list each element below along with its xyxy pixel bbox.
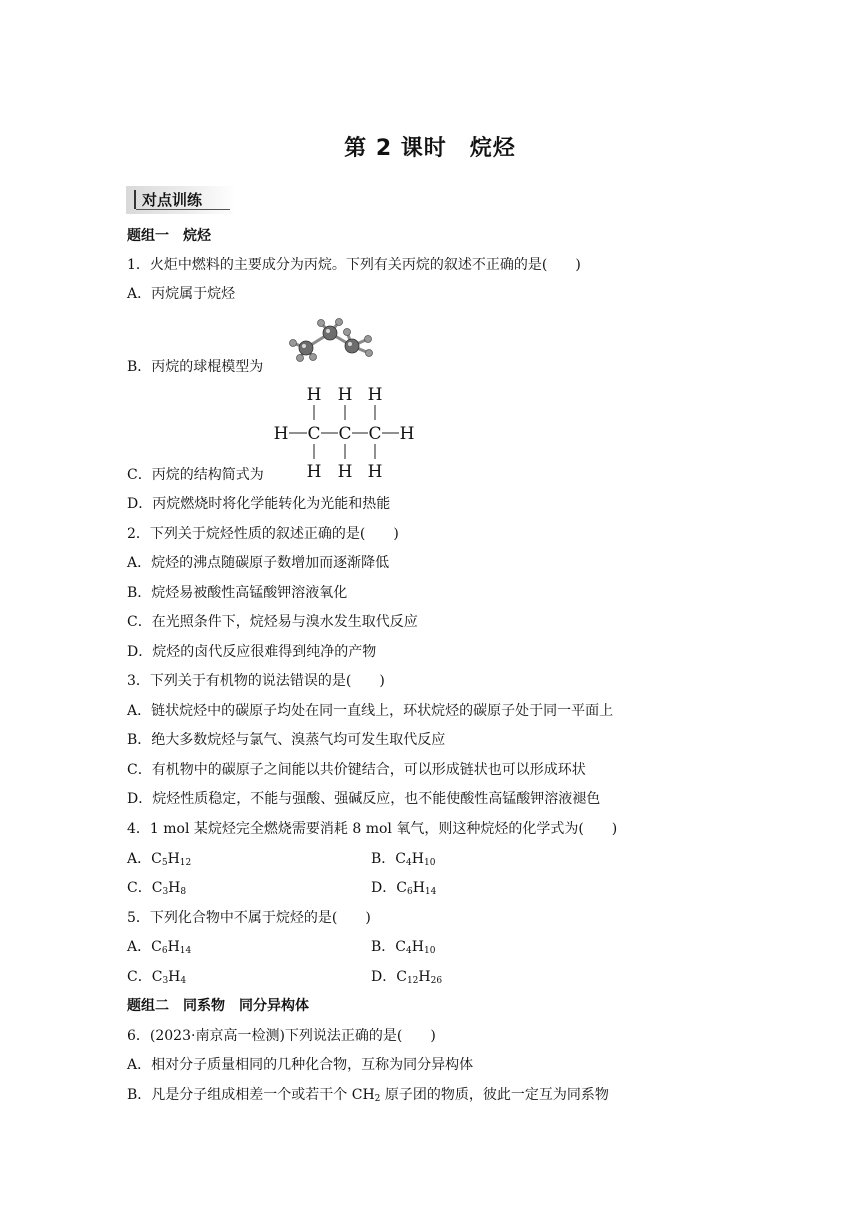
- q3-option-c: C．有机物中的碳原子之间能以共价键结合，可以形成链状也可以形成环状: [127, 762, 586, 778]
- atom-h: H: [306, 462, 322, 480]
- q1-option-c: C．丙烷的结构简式为: [127, 467, 264, 483]
- q2-option-d: D．烷烃的卤代反应很难得到纯净的产物: [127, 644, 377, 660]
- section-badge-label: 对点训练: [142, 191, 203, 209]
- atom-h: H: [306, 385, 322, 405]
- section-badge: [126, 186, 236, 214]
- q4-option-c: C．$C_3H_8$: [127, 880, 187, 897]
- q5-option-c: C．$C_3H_4$: [127, 969, 187, 986]
- q2-option-a: A．烷烃的沸点随碳原子数增加而逐渐降低: [127, 555, 390, 571]
- q2-option-b: B．烷烃易被酸性高锰酸钾溶液氧化: [127, 585, 348, 601]
- q1-option-d: D．丙烷燃烧时将化学能转化为光能和热能: [127, 496, 391, 512]
- atom-c: C: [368, 424, 382, 444]
- q5-option-b: B．$C_4H_{10}$: [371, 939, 436, 956]
- atom-h: H: [337, 385, 353, 405]
- q4-option-b: B．$C_4H_{10}$: [371, 851, 436, 868]
- atom-h: H: [367, 462, 383, 480]
- q5-stem: 5．下列化合物中不属于烷烃的是( ): [127, 910, 371, 926]
- atom-c: C: [307, 424, 321, 444]
- atom-h: H: [337, 462, 353, 480]
- propane-ball-model-image: [285, 317, 377, 363]
- q1-option-a: A．丙烷属于烷烃: [127, 286, 236, 302]
- q4-stem: 4．1 mol 某烷烃完全燃烧需要消耗 8 mol 氧气，则这种烷烃的化学式为( ): [127, 821, 618, 837]
- group-heading-1: 题组一 烷烃: [127, 228, 211, 244]
- q6-option-b: B．凡是分子组成相差一个或若干个 $CH_2$ 原子团的物质，彼此一定互为同系物: [127, 1087, 609, 1104]
- q5-option-d: D．$C_{12}H_{26}$: [371, 969, 443, 986]
- q4-option-d: D．$C_6H_{14}$: [371, 880, 437, 897]
- propane-structural-formula: [270, 384, 420, 480]
- q1-stem: 1．火炬中燃料的主要成分为丙烷。下列有关丙烷的叙述不正确的是( ): [127, 257, 581, 273]
- group-heading-2: 题组二 同系物 同分异构体: [127, 998, 309, 1014]
- q6-stem: 6．(2023·南京高一检测)下列说法正确的是( ): [127, 1028, 436, 1044]
- q2-option-c: C．在光照条件下，烷烃易与溴水发生取代反应: [127, 614, 418, 630]
- q5-option-a: A．$C_6H_{14}$: [127, 939, 192, 956]
- badge-underline: [136, 209, 230, 210]
- page-title: 第 2 课时 烷烃: [344, 136, 516, 161]
- atom-h: H: [399, 424, 415, 444]
- q6-option-a: A．相对分子质量相同的几种化合物，互称为同分异构体: [127, 1057, 474, 1073]
- q4-option-a: A．$C_5H_{12}$: [127, 851, 192, 868]
- q1-option-b: B．丙烷的球棍模型为: [127, 359, 264, 375]
- q2-stem: 2．下列关于烷烃性质的叙述正确的是( ): [127, 526, 399, 542]
- atom-c: C: [338, 424, 352, 444]
- atom-h: H: [273, 424, 289, 444]
- badge-bar: [134, 190, 136, 209]
- q3-option-b: B．绝大多数烷烃与氯气、溴蒸气均可发生取代反应: [127, 732, 446, 748]
- atom-h: H: [367, 385, 383, 405]
- q3-option-d: D．烷烃性质稳定，不能与强酸、强碱反应，也不能使酸性高锰酸钾溶液褪色: [127, 791, 601, 807]
- q3-stem: 3．下列关于有机物的说法错误的是( ): [127, 673, 385, 689]
- q3-option-a: A．链状烷烃中的碳原子均处在同一直线上，环状烷烃的碳原子处于同一平面上: [127, 703, 614, 719]
